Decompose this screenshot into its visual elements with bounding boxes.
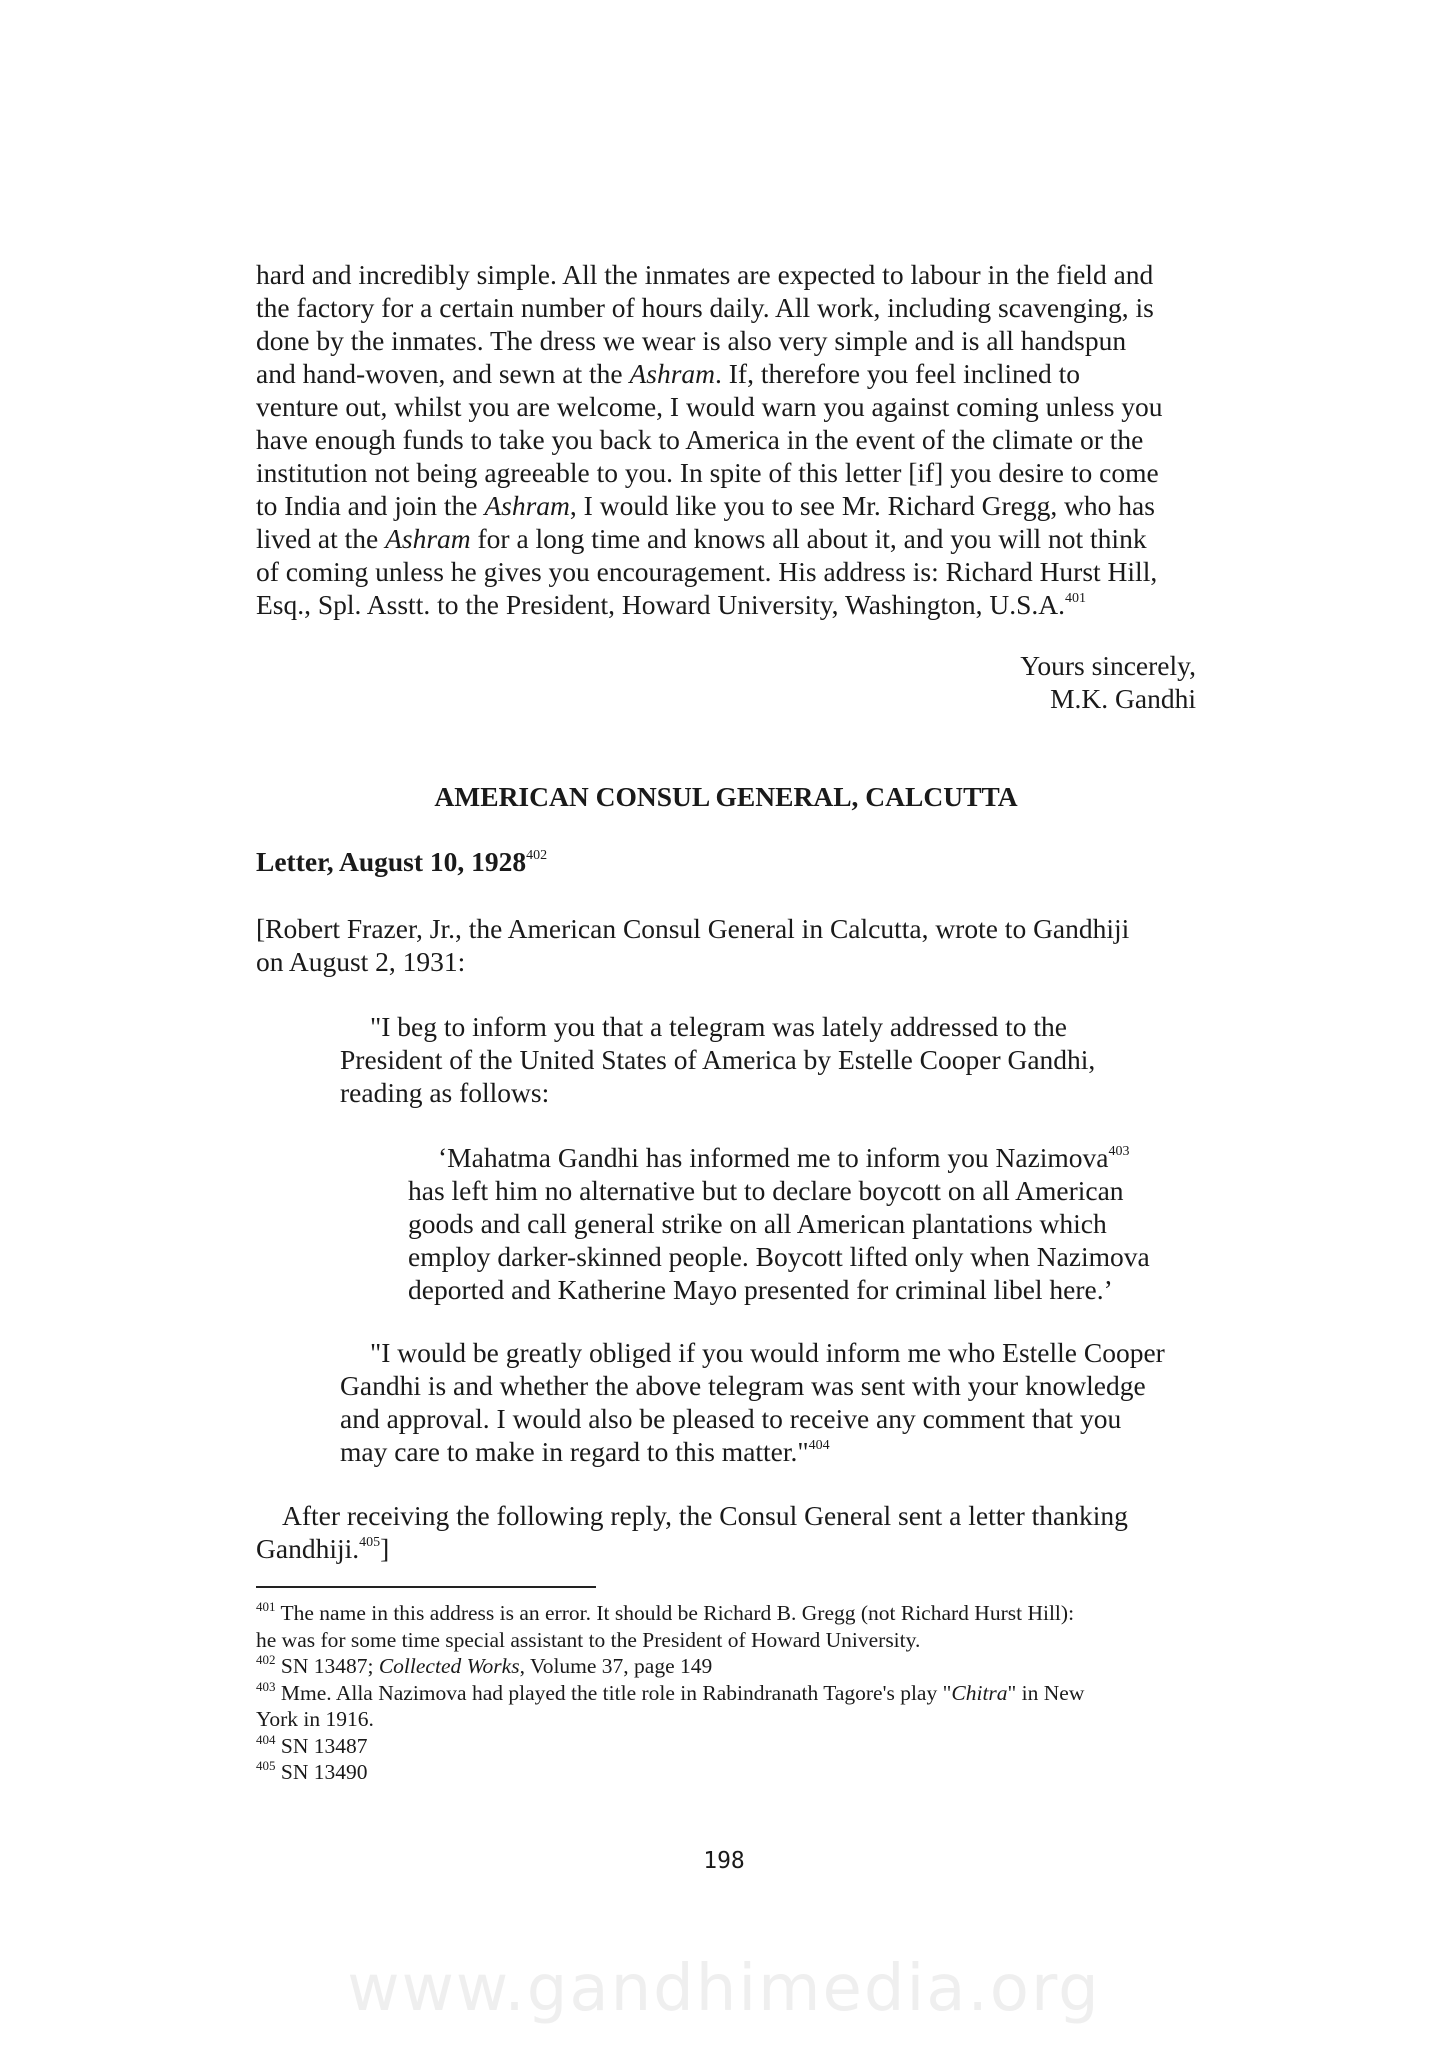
text-line: [Robert Frazer, Jr., the American Consul General in Calcutta, wrote to Gandhiji — [256, 913, 1130, 944]
editor-note — [256, 912, 1196, 978]
text-line: "I would be greatly obliged if you would inform me who Estelle Cooper — [370, 1337, 1165, 1368]
text-line: Esq., Spl. Asstt. to the President, Howard University, Washington, U.S.A.$^{401}$ — [256, 589, 1087, 620]
footnote-continuation: York in 1916. — [256, 1707, 374, 1731]
text-line: have enough funds to take you back to America in the event of the climate or the — [256, 424, 1144, 455]
text-line: goods and call general strike on all American plantations which — [408, 1208, 1107, 1239]
footnote: $^{405}$ SN 13490 — [256, 1758, 368, 1784]
italic-term: Ashram — [385, 523, 471, 554]
text-line: has left him no alternative but to declare boycott on all American — [408, 1175, 1124, 1206]
footnote-ref: 404 — [808, 1438, 830, 1453]
text-line: Gandhiji.$^{405}$] — [256, 1533, 390, 1564]
text-line: on August 2, 1931: — [256, 946, 466, 977]
footnote-continuation: he was for some time special assistant to the President of Howard University. — [256, 1627, 921, 1652]
footnote: $^{401}$ The name in this address is an error. It should be Richard B. Gregg (not Richard Hurst Hill): — [256, 1599, 1075, 1625]
footnotes — [256, 1600, 1201, 1786]
page-number: 198 — [703, 1848, 745, 1874]
text-line: the factory for a certain number of hours daily. All work, including scavenging, is — [256, 292, 1154, 323]
text-line: "I beg to inform you that a telegram was lately addressed to the — [370, 1011, 1067, 1042]
watermark: www.gandhimedia.org — [347, 1952, 1101, 2026]
block-quote — [340, 1010, 1200, 1109]
text-line: employ darker-skinned people. Boycott lifted only when Nazimova — [408, 1241, 1150, 1272]
text-line: reading as follows: — [340, 1077, 550, 1108]
salutation: Yours sincerely, — [1020, 650, 1196, 681]
italic-term: Ashram — [484, 490, 570, 521]
footnote: $^{402}$ SN 13487; Collected Works, Volume 37, page 149 — [256, 1652, 713, 1678]
signature: M.K. Gandhi — [1050, 683, 1196, 714]
footnote-ref: 405 — [359, 1535, 381, 1550]
footnote-ref: 402 — [526, 848, 548, 863]
text-line: done by the inmates. The dress we wear is also very simple and is all handspun — [256, 325, 1127, 356]
closing-note — [256, 1499, 1196, 1565]
text-line: to India and join the Ashram, I would like you to see Mr. Richard Gregg, who has — [256, 490, 1155, 521]
text-line: and approval. I would also be pleased to receive any comment that you — [340, 1403, 1122, 1434]
footnote-ref: 401 — [1065, 591, 1087, 606]
footnote-ref: 403 — [1108, 1144, 1130, 1159]
text-line: After receiving the following reply, the Consul General sent a letter thanking — [282, 1500, 1128, 1531]
letter-heading: Letter, August 10, 1928$^{402}$ — [256, 846, 548, 877]
footnote-divider — [256, 1586, 596, 1588]
text-line: ‘Mahatma Gandhi has informed me to inform you Nazimova$^{403}$ — [438, 1142, 1130, 1173]
letter-closing — [1020, 649, 1196, 715]
text-line: and hand-woven, and sewn at the Ashram. If, therefore you feel inclined to — [256, 358, 1080, 389]
block-quote — [340, 1336, 1200, 1468]
section-heading: AMERICAN CONSUL GENERAL, CALCUTTA — [434, 781, 1018, 812]
text-line: of coming unless he gives you encouragement. His address is: Richard Hurst Hill, — [256, 556, 1158, 587]
telegram-quote — [408, 1141, 1198, 1306]
text-line: President of the United States of America by Estelle Cooper Gandhi, — [340, 1044, 1096, 1075]
footnote: $^{404}$ SN 13487 — [256, 1731, 368, 1758]
footnote: $^{403}$ Mme. Alla Nazimova had played the title role in Rabindranath Tagore's play "Chitra" in New — [256, 1678, 1085, 1705]
italic-term: Ashram — [629, 358, 715, 389]
text-line: lived at the Ashram for a long time and knows all about it, and you will not think — [256, 523, 1147, 554]
text-line: may care to make in regard to this matter."$^{404}$ — [340, 1436, 830, 1467]
text-line: Gandhi is and whether the above telegram was sent with your knowledge — [340, 1370, 1146, 1401]
text-line: deported and Katherine Mayo presented for criminal libel here.’ — [408, 1274, 1113, 1305]
text-line: hard and incredibly simple. All the inmates are expected to labour in the field and — [256, 259, 1154, 290]
intro-paragraph — [256, 258, 1196, 621]
text-line: institution not being agreeable to you. In spite of this letter [if] you desire to come — [256, 457, 1159, 488]
text-line: venture out, whilst you are welcome, I would warn you against coming unless you — [256, 391, 1163, 422]
